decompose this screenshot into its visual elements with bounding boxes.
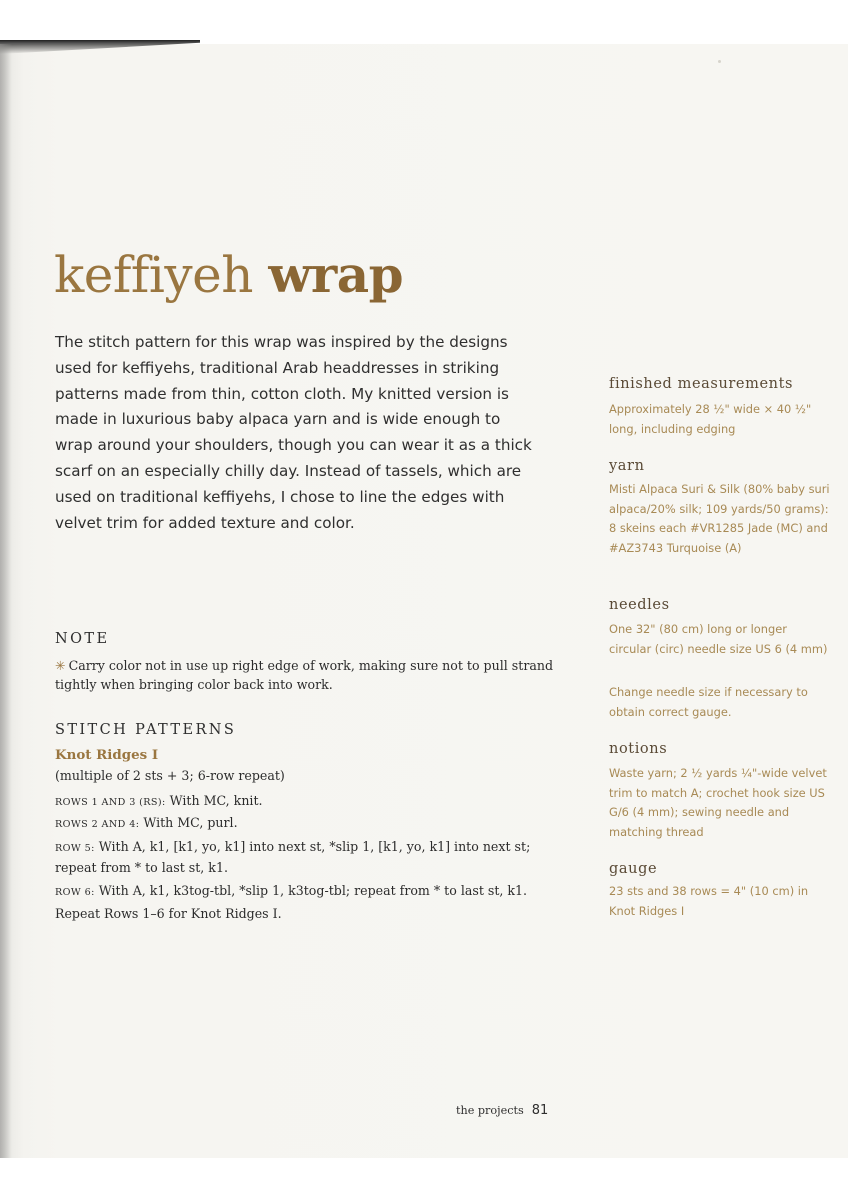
notions-heading: notions (609, 741, 668, 757)
asterisk-icon: ✳ (55, 658, 66, 673)
row-text: With A, k1, k3tog-tbl, *slip 1, k3tog-tbl; repeat from * to last st, k1. (98, 883, 528, 898)
stitch-multiple: (multiple of 2 sts + 3; 6-row repeat) (55, 768, 285, 783)
finished-measurements-text: Approximately 28 ½" wide × 40 ½" long, including edging (609, 402, 812, 436)
page-number: 81 (531, 1103, 549, 1118)
row-text: With A, k1, [k1, yo, k1] into next st, *slip 1, [k1, yo, k1] into next st; repeat from * to last st, k1. (55, 839, 531, 875)
yarn-text: Misti Alpaca Suri & Silk (80% baby suri alpaca/20% silk; 109 yards/50 grams): 8 skeins each #VR1285 Jade (MC) and #AZ3743 Turquoise (A) (609, 482, 830, 555)
needles-gauge-note: Change needle size if necessary to obtain correct gauge. (609, 685, 808, 719)
scan-edge-shadow-left (0, 44, 12, 1158)
row-instruction (55, 881, 555, 902)
notions-text: Waste yarn; 2 ½ yards ¼"-wide velvet trim to match A; crochet hook size US G/6 (4 mm); sewing needle and matching thread (609, 766, 827, 839)
intro-paragraph: The stitch pattern for this wrap was inspired by the designs used for keffiyehs, traditional Arab headdresses in striking patterns made from thin, cotton cloth. My knitted version is made in luxurious baby alpaca yarn and is wide enough to wrap around your shoulders, though you can wear it as a thick scarf on an especially chilly day. Instead of tassels, which are used on traditional keffiyehs, I chose to line the edges with velvet trim for added texture and color. (55, 333, 532, 532)
finished-measurements-heading: finished measurements (609, 376, 794, 392)
row-label: ROW 5: (55, 843, 95, 854)
row-instruction (55, 791, 555, 812)
yarn-heading: yarn (609, 458, 645, 474)
page-title (54, 245, 404, 304)
footer-section-label: the projects (456, 1104, 524, 1117)
row-instruction (55, 837, 555, 877)
row-label: ROWS 1 AND 3 (RS): (55, 797, 166, 808)
repeat-instruction: Repeat Rows 1–6 for Knot Ridges I. (55, 906, 282, 921)
note-heading: NOTE (55, 631, 110, 647)
paper-speck (718, 60, 721, 63)
needles-text: One 32" (80 cm) long or longer circular (circ) needle size US 6 (4 mm) (609, 622, 828, 656)
gauge-heading: gauge (609, 861, 658, 877)
row-text: With MC, knit. (169, 793, 263, 808)
knot-ridges-title: Knot Ridges I (55, 747, 159, 763)
title-part-keffiyeh: keffiyeh (54, 246, 253, 304)
stitch-patterns-heading: STITCH PATTERNS (55, 722, 237, 738)
gauge-text: 23 sts and 38 rows = 4" (10 cm) in Knot Ridges I (609, 884, 809, 918)
paper-background (0, 44, 848, 1158)
note-body: Carry color not in use up right edge of work, making sure not to pull strand tightly when bringing color back into work. (55, 658, 554, 692)
row-label: ROW 6: (55, 887, 95, 898)
row-text: With MC, purl. (143, 815, 238, 830)
row-instruction (55, 813, 555, 834)
row-label: ROWS 2 AND 4: (55, 819, 140, 830)
page-footer (456, 1101, 548, 1119)
title-part-wrap: wrap (268, 245, 404, 304)
needles-heading: needles (609, 597, 670, 613)
note-text (55, 656, 555, 694)
